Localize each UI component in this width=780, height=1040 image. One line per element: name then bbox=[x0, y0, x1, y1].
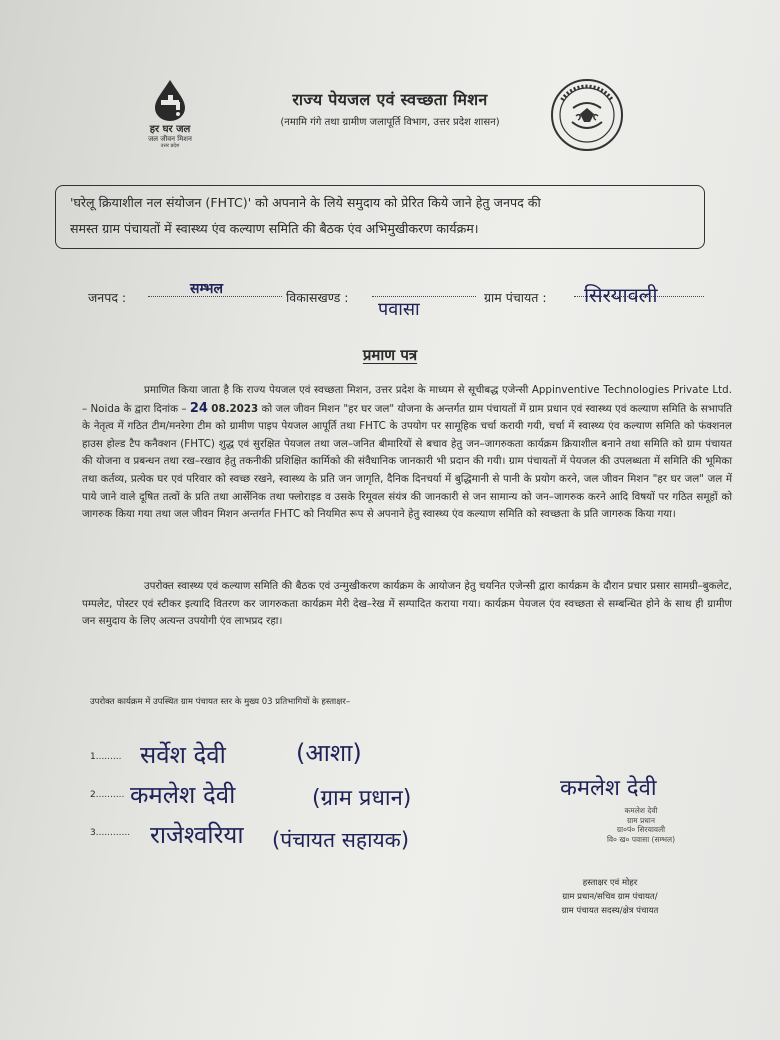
participant-2-role: (ग्राम प्रधान) bbox=[312, 786, 412, 811]
stamp-line-2: ग्राम प्रधान bbox=[626, 815, 656, 825]
participant-3-name: राजेश्वरिया bbox=[150, 821, 244, 849]
participant-3-role: (पंचायत सहायक) bbox=[272, 828, 410, 852]
paragraph-1-part-1: प्रमाणित किया जाता है कि राज्य पेयजल एवं स्वच्छता मिशन, उत्तर प्रदेश के माध्यम से सूचीबद्ध एजेन्सी Appinventive Technologies Private Ltd. – Noida के द्वारा दिनांक – bbox=[82, 384, 732, 415]
logo-line-1: हर घर जल bbox=[149, 124, 191, 135]
panchayat-value: सिरयावली bbox=[584, 283, 658, 307]
footer-line-2: ग्राम प्रधान/सचिव ग्राम पंचायत/ bbox=[562, 892, 658, 902]
program-title-line-1: 'घरेलू क्रियाशील नल संयोजन (FHTC)' को अपनाने के लिये समुदाय को प्रेरित किये जाने हेतु जनपद की bbox=[70, 195, 541, 210]
district-label: जनपद : bbox=[88, 290, 127, 305]
participant-1-name: सर्वेश देवी bbox=[140, 741, 226, 769]
block-value: पवासा bbox=[378, 299, 420, 320]
participants-intro: उपरोक्त कार्यक्रम में उपस्थित ग्राम पंचायत स्तर के मुख्य 03 प्रतिभागियों के हस्ताक्षर– bbox=[90, 697, 351, 707]
participant-2-number: 2.......... bbox=[90, 790, 125, 800]
organisation-title: राज्य पेयजल एवं स्वच्छता मिशन bbox=[292, 90, 488, 109]
logo-line-3: उत्तर प्रदेश bbox=[160, 143, 180, 149]
participant-2-name: कमलेश देवी bbox=[130, 781, 236, 809]
stamp-line-1: कमलेश देवी bbox=[624, 806, 658, 815]
date-day-handwritten: 24 bbox=[189, 400, 208, 416]
participant-3-number: 3............ bbox=[90, 828, 131, 838]
paragraph-2-text: उपरोक्त स्वास्थ्य एवं कल्याण समिति की बैठक एवं उन्मुखीकरण कार्यक्रम के आयोजन हेतु चयनित एजेन्सी द्वारा कार्यक्रम के दौरान प्रचार प्रसार सामग्री–बुकलेट, पम्पलेट, पोस्टर एवं स्टीकर इत्यादि वितरण कर जागरुकता कार्यक्रम मेरी देख–रेख में सम्पादित कराया गया। कार्यक्रम पेयजल एंव स्वच्छता से सम्बन्धित होने के साथ ही ग्रामीण जन समुदाय के लिए अत्यन्त उपयोगी एंव लाभप्रद रहा। bbox=[82, 580, 732, 628]
block-label: विकासखण्ड : bbox=[286, 290, 349, 305]
certificate-title: प्रमाण पत्र bbox=[362, 346, 418, 364]
district-value: सम्भल bbox=[190, 281, 223, 297]
program-title-line-2: समस्त ग्राम पंचायतों में स्वास्थ्य एंव कल्याण समिति की बैठक एंव अभिमुखीकरण कार्यक्रम। bbox=[70, 221, 479, 236]
paragraph-1-part-2: को जल जीवन मिशन "हर घर जल" योजना के अन्तर्गत ग्राम पंचायतों में ग्राम प्रधान एवं स्वास्थ्य एवं कल्याण समिति के सभापति के नेतृत्व में गठित टीम/मनरेगा टीम को ग्रामीण पाइप पेयजल आपूर्ति तथा FHTC के उपयोग पर सामूहिक चर्चा करायी गयी, चर्चा में स्वास्थ्य एंव कल्याण समिति को फंक्शनल हाउस होल्ड टैप कनैक्शन (FHTC) शुद्ध एवं सुरक्षित पेयजल तथा जल–जनित बीमारियों से बचाव हेतु जन–जागरुकता कार्यक्रम क्रियाशील बनाने तथा समिति को ग्राम पंचायत की योजना व प्रबन्धन तथा रख–रखाव हेतु तकनीकी प्रशिक्षित कार्मिको की संवैधानिक जानकारी भी प्रदान की गयी। ग्राम पंचायतों में पेयजल की उपलब्धता में समिति की भूमिका तथा कर्तव्य, प्रत्येक घर एवं परिवार को स्वच्छ रखने, स्वास्थ्य के प्रति जन जागृति, दैनिक दिनचर्या में बुद्धिमानी से पानी के प्रयोग करने, जल जीवन मिशन "हर घर जल" जल में पाये जाने वाले दूषित तत्वों के प्रति तथा आर्सेनिक तथा फ्लोराइड व उसके रिमूवल संयंत्र की जानकारी से जन सामान्य को जन–जागरुक करने आदि विषयों पर गठित समूहों को जागरुक किया गया तथा जल जीवन मिशन अन्तर्गत FHTC को नियमित रूप से अपनाने हेतु स्वास्थ्य एंव कल्याण समिति को स्वच्छता के प्रति जागरुक किया गया। bbox=[82, 402, 733, 521]
participant-1-number: 1......... bbox=[90, 752, 122, 762]
panchayat-label: ग्राम पंचायत : bbox=[484, 290, 547, 305]
organisation-subtitle: (नमामि गंगे तथा ग्रामीण जलापूर्ति विभाग, उत्तर प्रदेश शासन) bbox=[280, 117, 500, 128]
official-stamp bbox=[596, 806, 686, 844]
logo-line-2: जल जीवन मिशन bbox=[148, 135, 192, 143]
signature-footer bbox=[510, 876, 710, 918]
participant-1-role: (आशा) bbox=[296, 739, 362, 767]
stamp-line-4: वि० ख० पवासा (सम्भल) bbox=[606, 834, 676, 844]
footer-line-3: ग्राम पंचायत सदस्य/क्षेत्र पंचायत bbox=[561, 906, 659, 916]
date-month-year: 08.2023 bbox=[211, 402, 259, 415]
stamp-line-3: ग्रा०पं० सिरयावली bbox=[616, 825, 666, 834]
pradhan-signature: कमलेश देवी bbox=[560, 776, 657, 801]
footer-line-1: हस्ताक्षर एवं मोहर bbox=[582, 878, 638, 888]
